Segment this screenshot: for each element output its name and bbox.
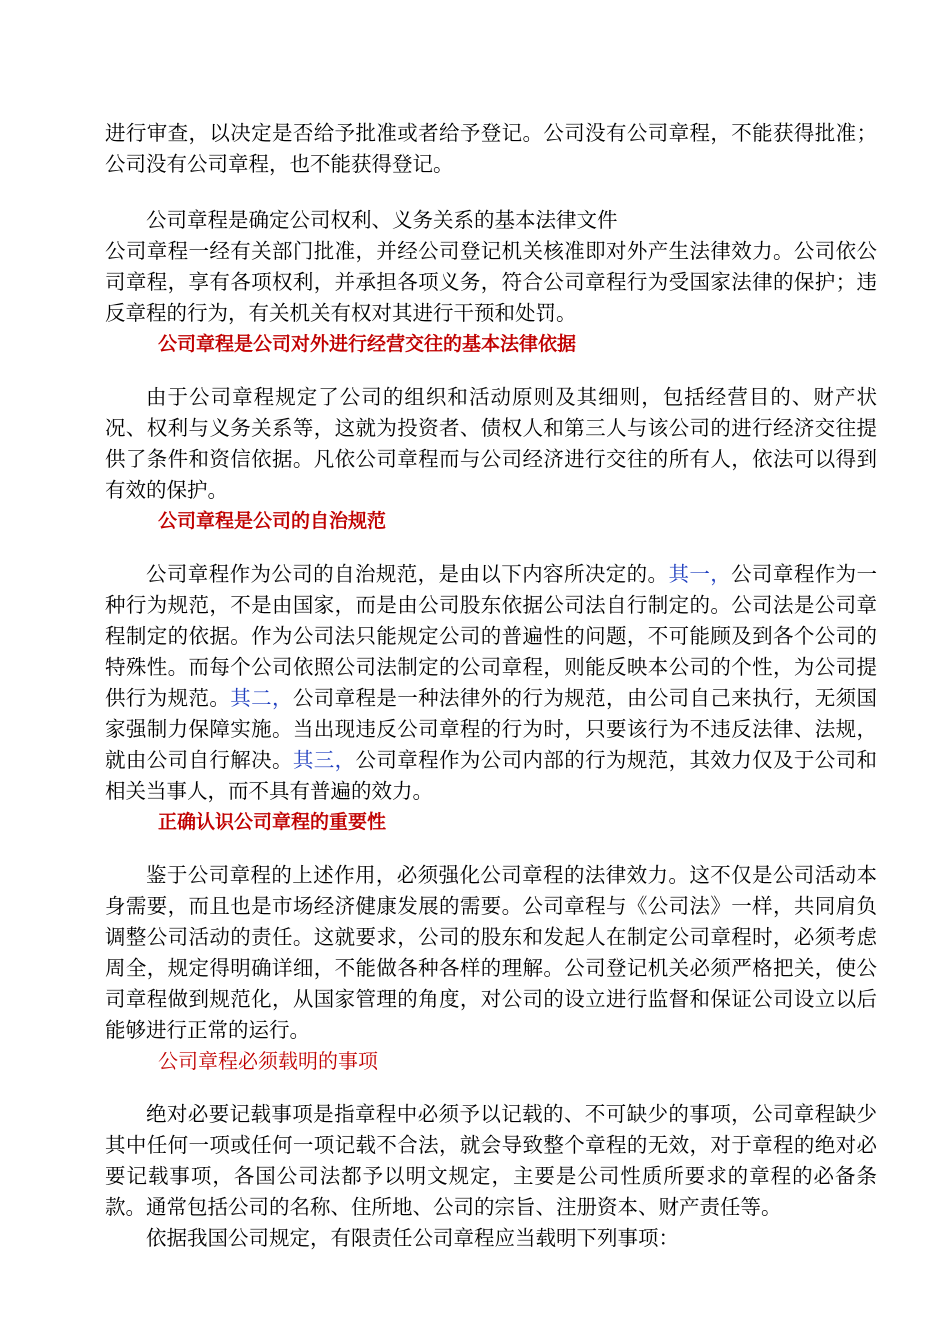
paragraph-external-basis: 由于公司章程规定了公司的组织和活动原则及其细则，包括经营目的、财产状况、权利与义务关系等，这就为投资者、债权人和第三人与该公司的进行经济交往提供了条件和资信依据。凡依公司章程而与公司经济进行交往的所有人，依法可以得到有效的保护。 [105, 385, 877, 502]
paragraph-importance: 鉴于公司章程的上述作用，必须强化公司章程的法律效力。这不仅是公司活动本身需要，而且也是市场经济健康发展的需要。公司章程与《公司法》一样，共同肩负调整公司活动的责任。这就要求，公司的股东和发起人在制定公司章程时，必须考虑周全，规定得明确详细，不能做各种各样的理解。公司登记机关必须严格把关，使公司章程做到规范化，从国家管理的角度，对公司的设立进行监督和保证公司设立以后能够进行正常的运行。 [105, 863, 877, 1042]
paragraph-llc-items-intro: 依据我国公司规定，有限责任公司章程应当载明下列事项： [146, 1226, 679, 1250]
section-heading-external-basis: 公司章程是公司对外进行经营交往的基本法律依据 [158, 333, 577, 355]
section-heading-importance: 正确认识公司章程的重要性 [158, 811, 387, 833]
document-page [105, 118, 877, 1254]
marker-first: 其一， [668, 562, 732, 586]
text-segment: 公司章程作为公司内部的行为规范，其效力仅及于公司和相关当事人，而不具有普遍的效力。 [105, 748, 877, 803]
section-heading-self-governance: 公司章程是公司的自治规范 [158, 510, 387, 532]
paragraph-review: 进行审查，以决定是否给予批准或者给予登记。公司没有公司章程，不能获得批准；公司没有公司章程，也不能获得登记。 [105, 121, 877, 176]
text-segment: 公司章程作为一种行为规范，不是由国家，而是由公司股东依据公司法自行制定的。公司法是公司章程制定的依据。作为公司法只能规定公司的普遍性的问题，不可能顾及到各个公司的特殊性。而每个公司依照公司法制定的公司章程，则能反映本公司的个性，为公司提供行为规范。 [105, 562, 878, 710]
text-segment: 公司章程作为公司的自治规范，是由以下内容所决定的。 [146, 562, 669, 586]
paragraph-legal-effect: 公司章程一经有关部门批准，并经公司登记机关核准即对外产生法律效力。公司依公司章程，享有各项权利，并承担各项义务，符合公司章程行为受国家法律的保护；违反章程的行为，有关机关有权对其进行干预和处罚。 [105, 239, 877, 325]
paragraph-self-governance [105, 559, 877, 807]
section-heading-required-items: 公司章程必须载明的事项 [158, 1049, 378, 1073]
paragraph-basic-legal-document-title: 公司章程是确定公司权利、义务关系的基本法律文件 [146, 208, 618, 232]
text-segment: 公司章程是一种法律外的行为规范，由公司自己来执行，无须国家强制力保障实施。当出现违反公司章程的行为时，只要该行为不违反法律、法规，就由公司自行解决。 [105, 686, 877, 772]
marker-second: 其二， [230, 686, 293, 710]
paragraph-required-items: 绝对必要记载事项是指章程中必须予以记载的、不可缺少的事项，公司章程缺少其中任何一项或任何一项记载不合法，就会导致整个章程的无效，对于章程的绝对必要记载事项，各国公司法都予以明文规定，主要是公司性质所要求的章程的必备条款。通常包括公司的名称、住所地、公司的宗旨、注册资本、财产责任等。 [105, 1102, 877, 1219]
marker-third: 其三， [292, 748, 356, 772]
